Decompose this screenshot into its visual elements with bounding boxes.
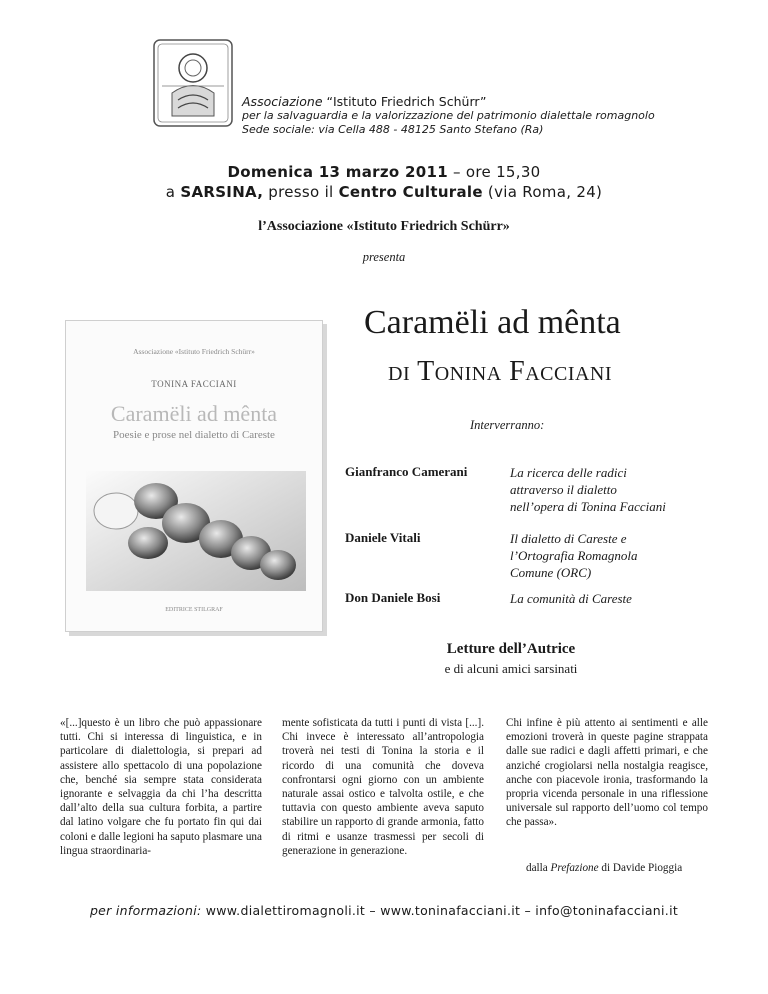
association-address: Sede sociale: via Cella 488 - 48125 Santo Stefano (Ra) xyxy=(242,123,544,136)
book-author: TONINA FACCIANI xyxy=(151,379,237,389)
readings-heading: Letture dell’Autrice xyxy=(446,641,576,657)
speaker-name: Daniele Vitali xyxy=(345,530,421,545)
footer-contacts: per informazioni: www.dialettiromagnoli.it – www.toninafacciani.it – info@toninafacciani.it xyxy=(89,903,679,918)
speaker-topic: La comunità di Careste xyxy=(510,591,632,606)
book-publisher: EDITRICE STILGRAF xyxy=(165,607,223,613)
speaker-name: Gianfranco Camerani xyxy=(345,464,468,479)
book-title-heading: Caramëli ad mênta xyxy=(364,304,621,341)
preface-column-1: «[...]questo è un libro che può appassionare tutti. Chi si interessa di linguistica, e in particolare di dialettologia, si prepari ad assistere allo spettacolo di una popolazione che, benché sia sempre stata considerata ignorante e selvaggia da chi l’ha descritta dall’alto della sua cultura forbita, a partire dal latino volgare che fu portato fin qui dai coloni e dalle legioni ha saputo plasmare una lingua straordinaria- xyxy=(60,717,262,857)
association-name: Associazione “Istituto Friedrich Schürr” xyxy=(242,94,487,109)
preface-column-2: mente sofisticata da tutti i punti di vista [...]. Chi invece è interessato all’antropologia troverà nei testi di Tonina la storia e il ricordo di una comunità che doveva confrontarsi ogni giorno con un ambiente naturale assai ostico e talvolta ostile, e che tuttavia con questo ambiente aveva saputo stabilire un rapporto di grande armonia, fatto di ritmi e usanze trasmessi per secoli di generazione in generazione. xyxy=(282,717,484,857)
readings-subheading: e di alcuni amici sarsinati xyxy=(444,661,578,676)
book-cover xyxy=(65,320,323,632)
preface-signature: dalla Prefazione di Davide Pioggia xyxy=(526,862,683,874)
presenter-line: l’Associazione «Istituto Friedrich Schürr» xyxy=(258,219,510,234)
event-location: a SARSINA, presso il Centro Culturale (via Roma, 24) xyxy=(165,183,603,201)
book-subtitle: Poesie e prose nel dialetto di Careste xyxy=(113,429,275,441)
association-purpose: per la salvaguardia e la valorizzazione del patrimonio dialettale romagnolo xyxy=(242,109,655,122)
speaker-topic: Il dialetto di Careste e l’Ortografia Romagnola Comune (ORC) xyxy=(510,531,638,580)
book-author-heading: di Tonina Facciani xyxy=(388,356,613,387)
book-title: Caramëli ad mênta xyxy=(110,401,278,426)
book-association: Associazione «Istituto Friedrich Schürr» xyxy=(133,347,255,356)
association-logo xyxy=(152,38,234,128)
candies-photo xyxy=(86,471,306,591)
interverranno-label: Interverranno: xyxy=(470,418,545,432)
speaker-topic: La ricerca delle radici attraverso il dialetto nell’opera di Tonina Facciani xyxy=(510,465,666,514)
preface-column-3: Chi infine è più attento ai sentimenti e alle emozioni troverà in queste pagine strappata dalle sue radici e dagli affetti primari, e che anziché crogiolarsi nella nostalgia reagisce, anche con piacevole ironia, trasformando la propria vicenda personale in una riflessione universale sul rapporto dell’uomo col tempo che passa». xyxy=(506,717,708,829)
speaker-name: Don Daniele Bosi xyxy=(345,590,441,605)
presenta-label: presenta xyxy=(362,250,406,264)
event-date-time: Domenica 13 marzo 2011 – ore 15,30 xyxy=(227,163,541,181)
